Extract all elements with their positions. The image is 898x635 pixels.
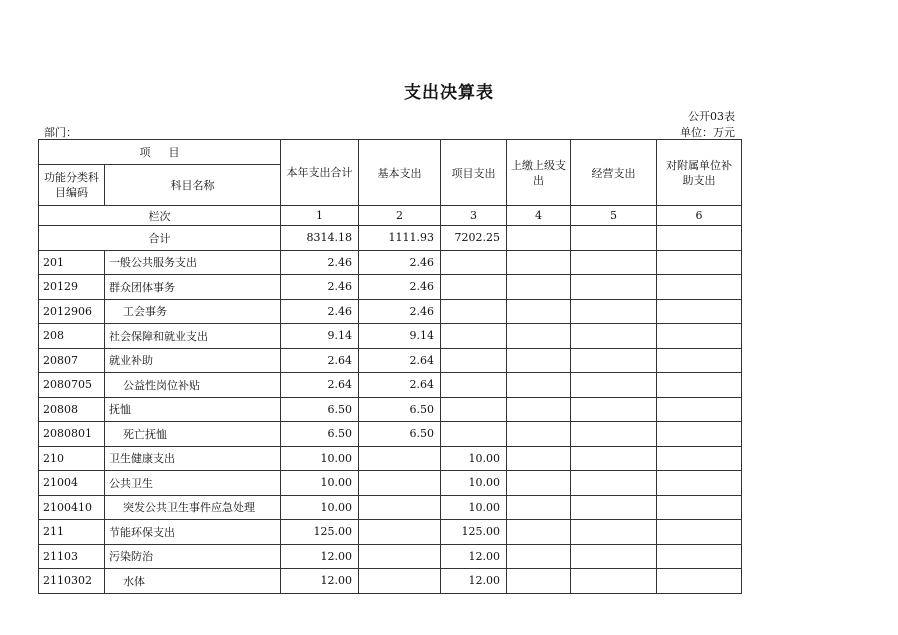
amount-cell bbox=[507, 250, 571, 275]
amount-cell bbox=[359, 569, 441, 594]
amount-cell bbox=[571, 299, 657, 324]
column-number: 5 bbox=[571, 206, 657, 226]
table-row bbox=[39, 299, 742, 324]
subject-name-cell: 抚恤 bbox=[105, 397, 281, 422]
amount-cell: 9.14 bbox=[359, 324, 441, 349]
amount-cell: 9.14 bbox=[281, 324, 359, 349]
amount-cell bbox=[571, 348, 657, 373]
amount-cell: 12.00 bbox=[281, 569, 359, 594]
amount-cell: 6.50 bbox=[281, 397, 359, 422]
amount-cell bbox=[359, 471, 441, 496]
subject-name-cell: 工会事务 bbox=[105, 299, 281, 324]
amount-cell bbox=[657, 324, 742, 349]
sum-value bbox=[571, 226, 657, 251]
subject-name-cell: 一般公共服务支出 bbox=[105, 250, 281, 275]
form-number: 公开03表 bbox=[688, 110, 735, 123]
table-row bbox=[39, 348, 742, 373]
amount-cell bbox=[571, 397, 657, 422]
amount-cell bbox=[441, 250, 507, 275]
amount-cell bbox=[507, 348, 571, 373]
header-subsidy: 对附属单位补助支出 bbox=[657, 140, 742, 206]
func-code-cell: 20808 bbox=[39, 397, 105, 422]
subject-name-cell: 节能环保支出 bbox=[105, 520, 281, 545]
amount-cell bbox=[359, 520, 441, 545]
amount-cell bbox=[657, 471, 742, 496]
table-row bbox=[39, 422, 742, 447]
amount-cell: 6.50 bbox=[359, 422, 441, 447]
amount-cell: 10.00 bbox=[441, 495, 507, 520]
department-label: 部门： bbox=[44, 126, 77, 139]
amount-cell: 12.00 bbox=[441, 569, 507, 594]
func-code-cell: 21004 bbox=[39, 471, 105, 496]
amount-cell: 2.64 bbox=[359, 373, 441, 398]
subject-name-cell: 污染防治 bbox=[105, 544, 281, 569]
amount-cell bbox=[441, 373, 507, 398]
amount-cell bbox=[441, 299, 507, 324]
header-business: 经营支出 bbox=[571, 140, 657, 206]
header-row-1 bbox=[39, 140, 742, 165]
amount-cell bbox=[657, 299, 742, 324]
sum-value: 8314.18 bbox=[281, 226, 359, 251]
sum-value bbox=[507, 226, 571, 251]
func-code-cell: 210 bbox=[39, 446, 105, 471]
amount-cell: 10.00 bbox=[281, 446, 359, 471]
amount-cell: 6.50 bbox=[281, 422, 359, 447]
amount-cell bbox=[571, 275, 657, 300]
amount-cell bbox=[507, 495, 571, 520]
amount-cell bbox=[657, 275, 742, 300]
amount-cell bbox=[507, 324, 571, 349]
table-row bbox=[39, 544, 742, 569]
func-code-cell: 201 bbox=[39, 250, 105, 275]
subject-name-cell: 就业补助 bbox=[105, 348, 281, 373]
header-subject-name: 科目名称 bbox=[105, 165, 281, 206]
header-item: 项目 bbox=[39, 140, 281, 165]
amount-cell bbox=[571, 446, 657, 471]
subject-name-cell: 公益性岗位补贴 bbox=[105, 373, 281, 398]
amount-cell: 2.46 bbox=[359, 275, 441, 300]
amount-cell bbox=[507, 471, 571, 496]
func-code-cell: 211 bbox=[39, 520, 105, 545]
column-number-label: 栏次 bbox=[39, 206, 281, 226]
amount-cell: 2.64 bbox=[281, 348, 359, 373]
amount-cell bbox=[657, 544, 742, 569]
func-code-cell: 2080705 bbox=[39, 373, 105, 398]
amount-cell bbox=[657, 397, 742, 422]
amount-cell bbox=[359, 544, 441, 569]
func-code-cell: 20807 bbox=[39, 348, 105, 373]
expenditure-table bbox=[38, 139, 742, 594]
amount-cell: 2.46 bbox=[281, 250, 359, 275]
amount-cell bbox=[571, 471, 657, 496]
table-row bbox=[39, 275, 742, 300]
table-row bbox=[39, 324, 742, 349]
amount-cell bbox=[571, 250, 657, 275]
sum-label: 合计 bbox=[39, 226, 281, 251]
amount-cell: 10.00 bbox=[441, 446, 507, 471]
amount-cell bbox=[507, 373, 571, 398]
amount-cell bbox=[441, 397, 507, 422]
amount-cell bbox=[657, 520, 742, 545]
sum-value: 1111.93 bbox=[359, 226, 441, 251]
amount-cell bbox=[571, 495, 657, 520]
amount-cell: 10.00 bbox=[441, 471, 507, 496]
sum-value: 7202.25 bbox=[441, 226, 507, 251]
amount-cell: 2.46 bbox=[359, 299, 441, 324]
amount-cell bbox=[507, 520, 571, 545]
amount-cell bbox=[657, 446, 742, 471]
amount-cell bbox=[507, 422, 571, 447]
amount-cell bbox=[657, 348, 742, 373]
header-func-code: 功能分类科目编码 bbox=[39, 165, 105, 206]
table-row bbox=[39, 446, 742, 471]
amount-cell bbox=[571, 324, 657, 349]
subject-name-cell: 群众团体事务 bbox=[105, 275, 281, 300]
header-basic: 基本支出 bbox=[359, 140, 441, 206]
column-number: 1 bbox=[281, 206, 359, 226]
amount-cell bbox=[507, 299, 571, 324]
amount-cell bbox=[507, 397, 571, 422]
amount-cell bbox=[507, 275, 571, 300]
column-number: 6 bbox=[657, 206, 742, 226]
amount-cell bbox=[657, 569, 742, 594]
subject-name-cell: 公共卫生 bbox=[105, 471, 281, 496]
table-row bbox=[39, 250, 742, 275]
func-code-cell: 21103 bbox=[39, 544, 105, 569]
amount-cell: 2.46 bbox=[281, 299, 359, 324]
amount-cell bbox=[441, 422, 507, 447]
func-code-cell: 20129 bbox=[39, 275, 105, 300]
amount-cell: 125.00 bbox=[281, 520, 359, 545]
sum-row bbox=[39, 226, 742, 251]
func-code-cell: 2110302 bbox=[39, 569, 105, 594]
amount-cell bbox=[359, 495, 441, 520]
column-number: 2 bbox=[359, 206, 441, 226]
amount-cell: 2.64 bbox=[359, 348, 441, 373]
amount-cell bbox=[571, 422, 657, 447]
amount-cell: 125.00 bbox=[441, 520, 507, 545]
amount-cell: 2.64 bbox=[281, 373, 359, 398]
amount-cell: 2.46 bbox=[281, 275, 359, 300]
page-title: 支出决算表 bbox=[404, 83, 494, 103]
subject-name-cell: 水体 bbox=[105, 569, 281, 594]
table-row bbox=[39, 471, 742, 496]
subject-name-cell: 突发公共卫生事件应急处理 bbox=[105, 495, 281, 520]
amount-cell bbox=[657, 373, 742, 398]
amount-cell: 10.00 bbox=[281, 471, 359, 496]
amount-cell bbox=[571, 373, 657, 398]
amount-cell bbox=[507, 569, 571, 594]
table-row bbox=[39, 520, 742, 545]
subject-name-cell: 死亡抚恤 bbox=[105, 422, 281, 447]
amount-cell: 10.00 bbox=[281, 495, 359, 520]
amount-cell bbox=[359, 446, 441, 471]
subject-name-cell: 卫生健康支出 bbox=[105, 446, 281, 471]
amount-cell bbox=[657, 495, 742, 520]
header-upper: 上缴上级支出 bbox=[507, 140, 571, 206]
header-project: 项目支出 bbox=[441, 140, 507, 206]
amount-cell: 12.00 bbox=[441, 544, 507, 569]
amount-cell bbox=[657, 250, 742, 275]
func-code-cell: 208 bbox=[39, 324, 105, 349]
amount-cell bbox=[571, 544, 657, 569]
amount-cell bbox=[657, 422, 742, 447]
amount-cell bbox=[441, 324, 507, 349]
amount-cell: 2.46 bbox=[359, 250, 441, 275]
amount-cell bbox=[571, 520, 657, 545]
subject-name-cell: 社会保障和就业支出 bbox=[105, 324, 281, 349]
table-row bbox=[39, 495, 742, 520]
amount-cell bbox=[441, 275, 507, 300]
unit-label: 单位：万元 bbox=[680, 126, 735, 139]
header-total: 本年支出合计 bbox=[281, 140, 359, 206]
column-number: 4 bbox=[507, 206, 571, 226]
amount-cell bbox=[507, 446, 571, 471]
amount-cell bbox=[571, 569, 657, 594]
sum-value bbox=[657, 226, 742, 251]
column-number: 3 bbox=[441, 206, 507, 226]
table-row bbox=[39, 569, 742, 594]
func-code-cell: 2080801 bbox=[39, 422, 105, 447]
table-row bbox=[39, 373, 742, 398]
func-code-cell: 2012906 bbox=[39, 299, 105, 324]
amount-cell: 6.50 bbox=[359, 397, 441, 422]
column-number-row bbox=[39, 206, 742, 226]
table-row bbox=[39, 397, 742, 422]
amount-cell bbox=[441, 348, 507, 373]
amount-cell bbox=[507, 544, 571, 569]
func-code-cell: 2100410 bbox=[39, 495, 105, 520]
amount-cell: 12.00 bbox=[281, 544, 359, 569]
